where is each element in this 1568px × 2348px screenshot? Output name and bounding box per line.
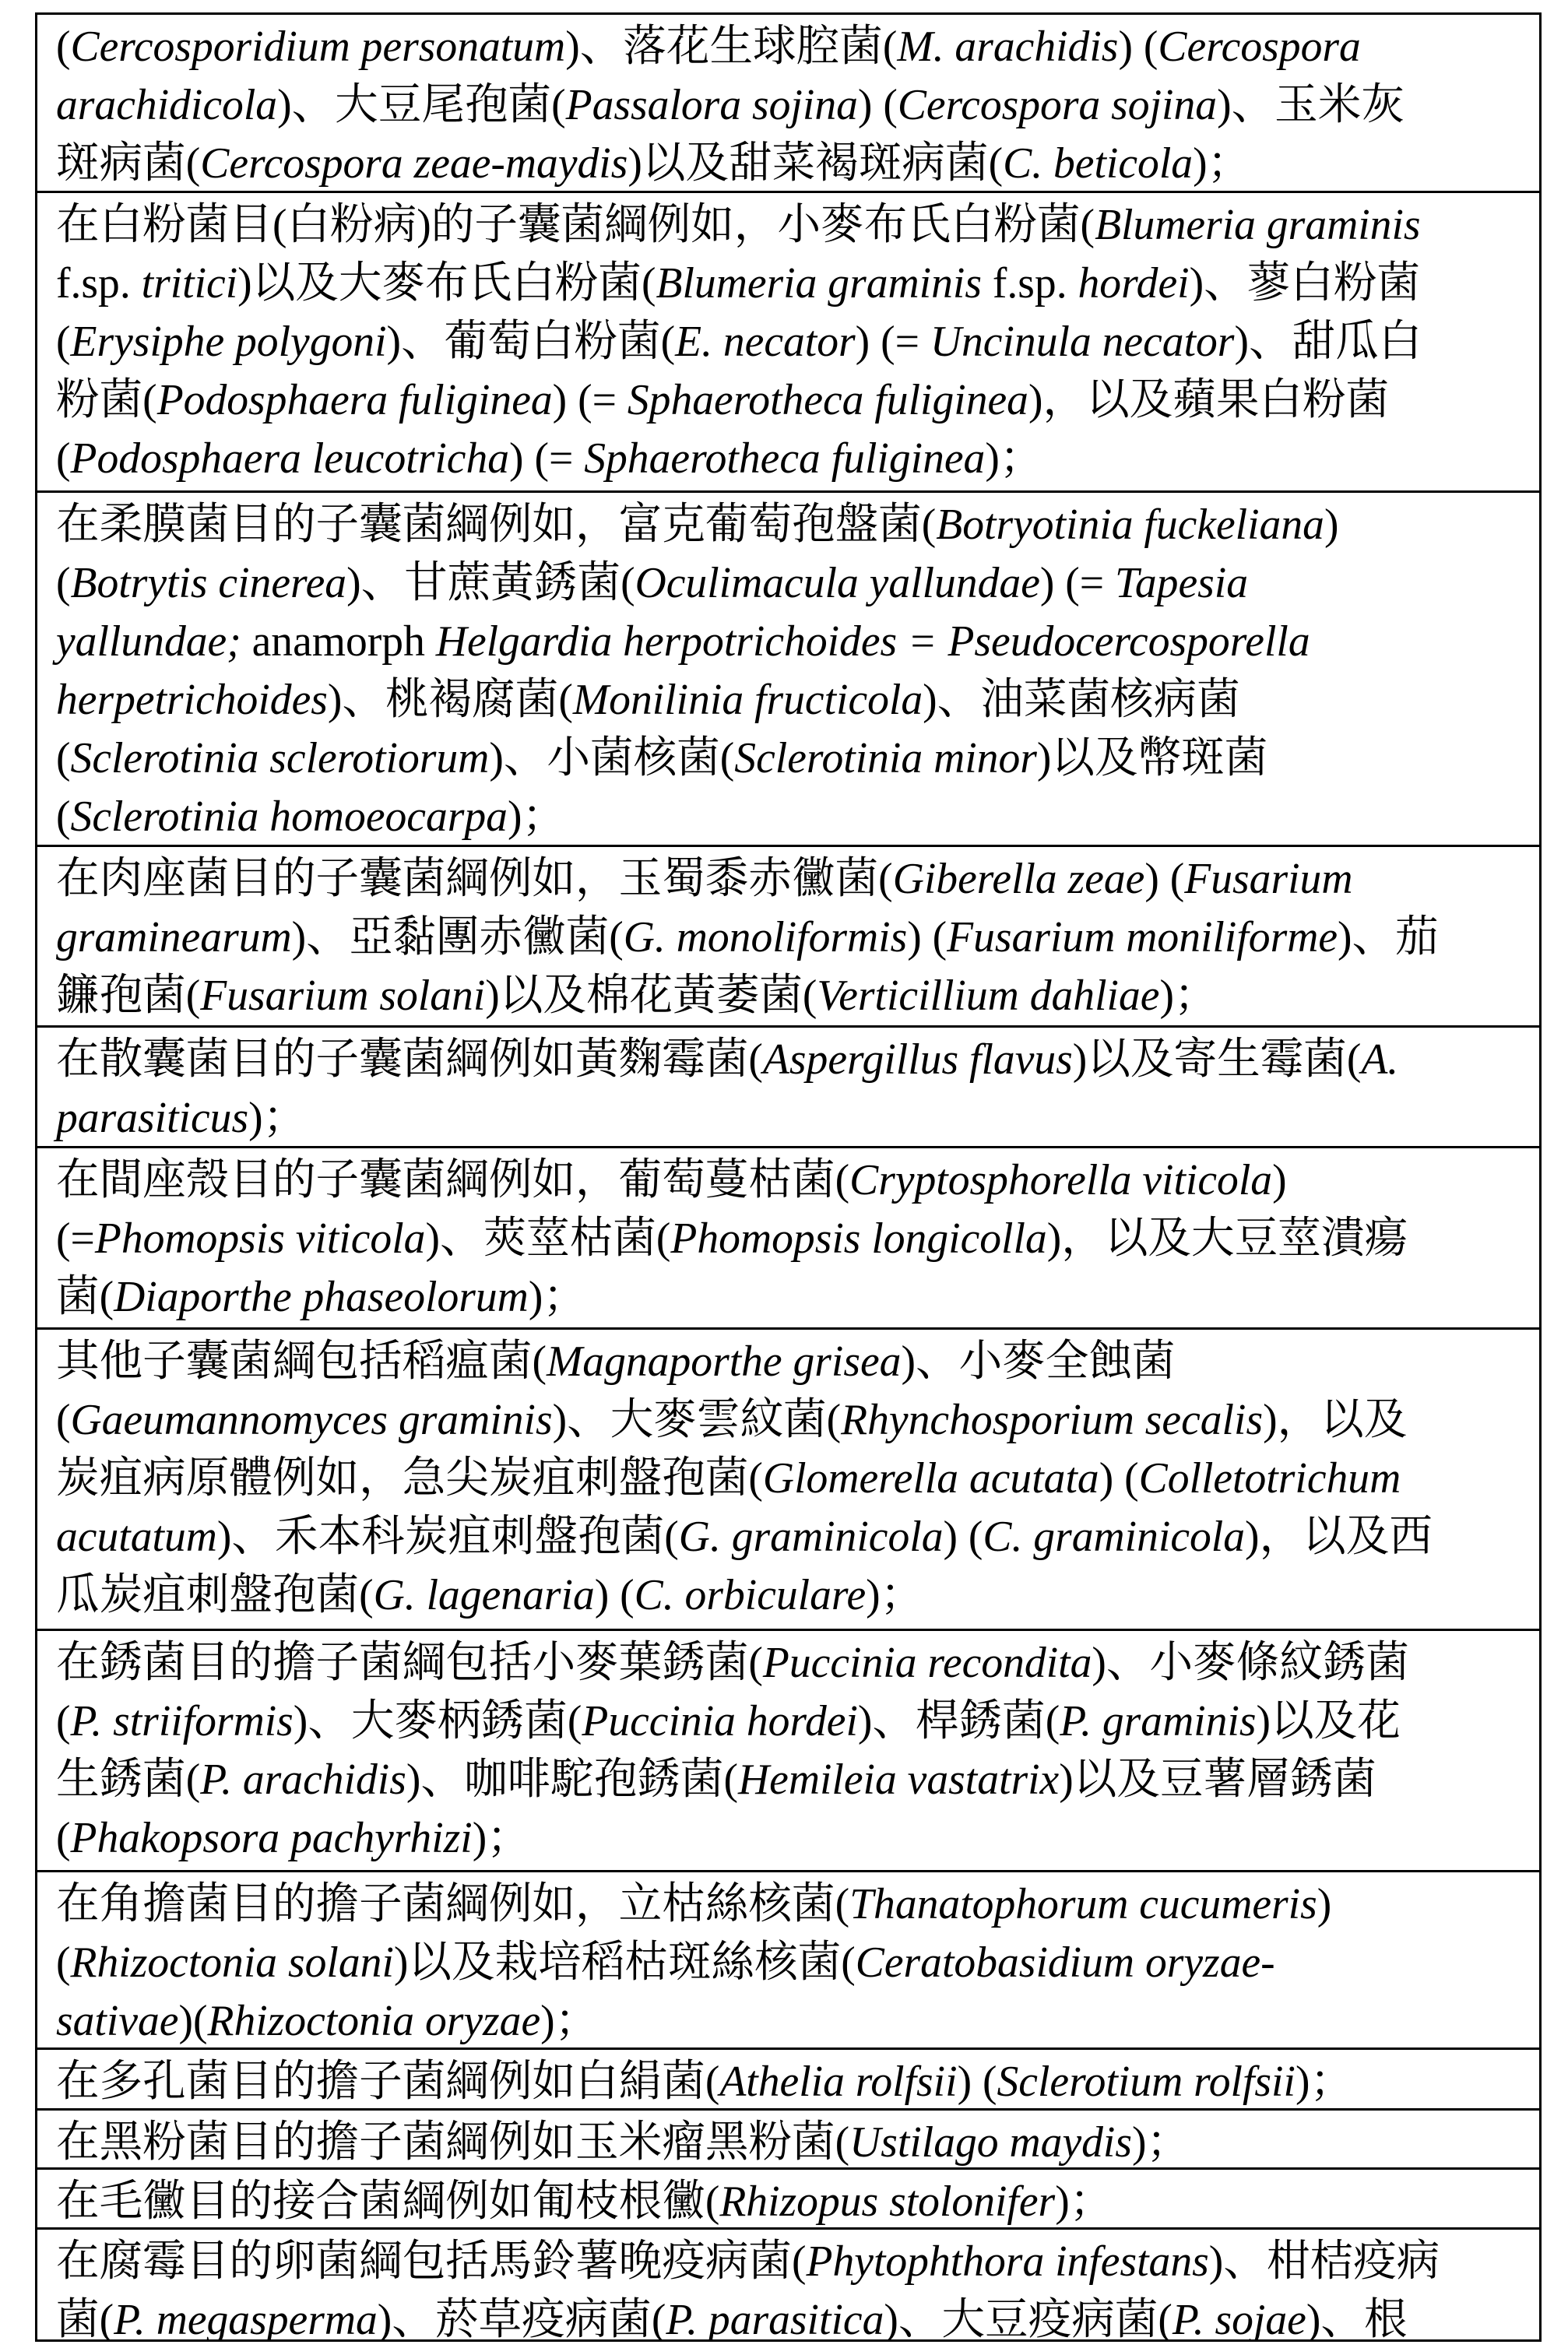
- text-segment: )；: [1159, 972, 1217, 1020]
- scientific-name: hordei: [1078, 259, 1190, 308]
- text-segment: )以及棉花黃萎菌(: [485, 972, 817, 1020]
- text-segment: 生銹菌(: [56, 1756, 200, 1804]
- table-row: [37, 2230, 1539, 2339]
- scientific-name: acutatum: [56, 1513, 217, 1561]
- scientific-name: arachidicola: [56, 81, 277, 129]
- text-segment: )、柑桔疫病: [1209, 2237, 1440, 2286]
- text-segment: )、葡萄白粉菌(: [387, 318, 676, 366]
- text-segment: )(: [178, 1997, 207, 2045]
- scientific-name: C. beticola: [1003, 139, 1193, 188]
- scientific-name: P. megasperma: [114, 2296, 378, 2339]
- text-segment: )；: [1193, 139, 1250, 188]
- scientific-name: P. striiformis: [71, 1697, 294, 1745]
- scientific-name: G. lagenaria: [374, 1571, 595, 1619]
- text-line: [56, 255, 1528, 313]
- scientific-name: Cryptosphorella viticola: [849, 1156, 1272, 1204]
- scientific-name: Fusarium solani: [200, 972, 485, 1020]
- scientific-name: Gaeumannomyces graminis: [71, 1396, 553, 1444]
- text-segment: 在角擔菌目的擔子菌綱例如，立枯絲核菌(: [56, 1880, 849, 1928]
- text-line: [56, 1634, 1528, 1692]
- text-line: [56, 788, 1528, 846]
- scientific-name: Athelia rolfsii: [719, 2058, 957, 2106]
- text-segment: (: [56, 559, 71, 607]
- text-segment: 在多孔菌目的擔子菌綱例如白絹菌(: [56, 2058, 719, 2106]
- text-line: [56, 313, 1528, 371]
- scientific-name: Podosphaera leucotricha: [71, 434, 510, 483]
- scientific-name: Podosphaera fuliginea: [157, 376, 553, 424]
- text-line: [56, 496, 1528, 554]
- text-segment: 菌(: [56, 2296, 114, 2339]
- text-segment: )、根: [1306, 2296, 1408, 2339]
- scientific-name: G. monoliformis: [624, 913, 907, 961]
- text-segment: ) (=: [1040, 559, 1115, 607]
- text-segment: )，以及蘋果白粉菌: [1028, 376, 1389, 424]
- table-row: [37, 847, 1539, 1028]
- scientific-name: Sclerotinia sclerotiorum: [71, 734, 490, 782]
- text-segment: )；: [1132, 2118, 1190, 2167]
- text-line: [56, 1751, 1528, 1809]
- text-segment: 菌(: [56, 1273, 114, 1321]
- text-segment: )；: [248, 1094, 306, 1142]
- scientific-name: graminearum: [56, 913, 292, 961]
- text-segment: )以及大麥布氏白粉菌(: [237, 259, 656, 308]
- text-line: [56, 613, 1528, 671]
- table-row: [37, 1148, 1539, 1330]
- text-segment: )、亞黏團赤黴菌(: [292, 913, 624, 961]
- text-segment: )；: [985, 434, 1042, 483]
- text-segment: 在銹菌目的擔子菌綱包括小麥葉銹菌(: [56, 1639, 763, 1687]
- table-row: [37, 1330, 1539, 1631]
- scientific-name: Cercospora sojina: [898, 81, 1217, 129]
- table-row: [37, 2170, 1539, 2230]
- text-segment: )；: [529, 1273, 586, 1321]
- text-segment: 炭疽病原體例如，急尖炭疽刺盤孢菌(: [56, 1454, 763, 1503]
- text-segment: )、大麥柄銹菌(: [294, 1697, 582, 1745]
- text-segment: )，以及大豆莖潰瘍: [1047, 1214, 1408, 1263]
- text-line: [56, 2291, 1528, 2339]
- text-line: [56, 850, 1528, 909]
- text-segment: )；: [473, 1814, 530, 1862]
- text-segment: )；: [540, 1997, 598, 2045]
- scientific-name: Cercospora zeae-maydis: [200, 139, 628, 188]
- scientific-name: parasiticus: [56, 1094, 248, 1142]
- scientific-name: Diaporthe phaseolorum: [114, 1273, 529, 1321]
- table-row: [37, 2050, 1539, 2111]
- text-line: [56, 371, 1528, 430]
- text-segment: anamorph: [241, 617, 436, 666]
- text-segment: ) (: [595, 1571, 635, 1619]
- text-line: [56, 1210, 1528, 1268]
- text-segment: )、大豆疫病菌(: [884, 2296, 1172, 2339]
- text-segment: )、落花生球腔菌(: [565, 23, 897, 71]
- text-segment: )；: [1296, 2058, 1353, 2106]
- scientific-name: Monilinia fructicola: [573, 676, 923, 724]
- text-segment: f.sp.: [982, 259, 1078, 308]
- text-segment: )、咖啡駝孢銹菌(: [406, 1756, 738, 1804]
- text-segment: )、菸草疫病菌(: [378, 2296, 666, 2339]
- text-line: [56, 1031, 1528, 1089]
- text-segment: ) (: [944, 1513, 983, 1561]
- text-segment: (: [56, 1697, 71, 1745]
- text-line: [56, 2053, 1528, 2111]
- text-segment: )、甜瓜白: [1234, 318, 1422, 366]
- scientific-name: A.: [1361, 1035, 1398, 1084]
- scientific-name: Sphaerotheca fuliginea: [584, 434, 985, 483]
- text-segment: ) (: [907, 913, 947, 961]
- text-line: [56, 1992, 1528, 2050]
- text-segment: )，以及: [1263, 1396, 1407, 1444]
- text-segment: ): [1317, 1880, 1332, 1928]
- text-segment: (: [56, 1939, 71, 1987]
- text-segment: 在腐霉目的卵菌綱包括馬鈴薯晚疫病菌(: [56, 2237, 807, 2286]
- scientific-name: G. graminicola: [679, 1513, 944, 1561]
- scientific-name: Passalora sojina: [566, 81, 858, 129]
- text-segment: (: [56, 793, 71, 841]
- text-segment: 瓜炭疽刺盤孢菌(: [56, 1571, 374, 1619]
- text-segment: (: [56, 434, 71, 483]
- text-line: [56, 671, 1528, 729]
- text-segment: )、甘蔗黃銹菌(: [346, 559, 635, 607]
- text-segment: 在黑粉菌目的擔子菌綱例如玉米瘤黑粉菌(: [56, 2118, 849, 2167]
- text-segment: ) (: [858, 81, 898, 129]
- text-segment: 粉菌(: [56, 376, 157, 424]
- text-segment: (=: [56, 1214, 95, 1263]
- scientific-name: Cercospora: [1158, 23, 1360, 71]
- text-line: [56, 967, 1528, 1025]
- text-segment: 在白粉菌目(白粉病)的子囊菌綱例如，小麥布氏白粉菌(: [56, 201, 1095, 249]
- text-segment: ): [1272, 1156, 1287, 1204]
- text-segment: )以及豆薯層銹菌: [1059, 1756, 1376, 1804]
- text-segment: )；: [508, 793, 565, 841]
- text-segment: 斑病菌(: [56, 139, 200, 188]
- scientific-name: Botrytis cinerea: [71, 559, 347, 607]
- text-line: [56, 1268, 1528, 1327]
- scientific-name: Colletotrichum: [1139, 1454, 1401, 1503]
- text-line: [56, 18, 1528, 76]
- scientific-name: Rhynchosporium secalis: [841, 1396, 1263, 1444]
- text-segment: ): [1324, 501, 1339, 549]
- text-line: [56, 76, 1528, 135]
- scientific-name: P. graminis: [1060, 1697, 1256, 1745]
- text-line: [56, 1566, 1528, 1625]
- table-row: [37, 493, 1539, 847]
- scientific-name: Thanatophorum cucumeris: [849, 1880, 1317, 1928]
- scientific-name: Phomopsis longicolla: [670, 1214, 1046, 1263]
- text-segment: )；: [866, 1571, 923, 1619]
- text-segment: )以及幣斑菌: [1037, 734, 1267, 782]
- text-segment: 在散囊菌目的子囊菌綱例如黃麴霉菌(: [56, 1035, 763, 1084]
- table-row: [37, 2111, 1539, 2170]
- text-line: [56, 1508, 1528, 1566]
- text-line: [56, 1934, 1528, 1992]
- scientific-name: Fusarium moniliforme: [947, 913, 1338, 961]
- text-line: [56, 1333, 1528, 1391]
- scientific-name: Sclerotinia minor: [734, 734, 1037, 782]
- text-segment: )以及花: [1257, 1697, 1401, 1745]
- text-segment: ) (: [958, 2058, 997, 2106]
- scientific-name: M. arachidis: [897, 23, 1118, 71]
- text-segment: )、油菜菌核病菌: [923, 676, 1240, 724]
- scientific-name: Glomerella acutata: [763, 1454, 1099, 1503]
- scientific-name: E. necator: [675, 318, 856, 366]
- scientific-name: Ustilago maydis: [849, 2118, 1132, 2167]
- text-line: [56, 2233, 1528, 2291]
- table-row: [37, 1872, 1539, 2050]
- text-segment: ) (=: [856, 318, 930, 366]
- text-segment: )以及栽培稻枯斑絲核菌(: [394, 1939, 856, 1987]
- scientific-name: Helgardia herpotrichoides = Pseudocercosporella: [436, 617, 1310, 666]
- scientific-name: Cercosporidium personatum: [71, 23, 566, 71]
- text-segment: (: [56, 1396, 71, 1444]
- text-segment: f.sp.: [56, 259, 142, 308]
- scientific-name: Ceratobasidium oryzae-: [856, 1939, 1275, 1987]
- scientific-name: Giberella zeae: [893, 855, 1145, 903]
- text-segment: )、桿銹菌(: [858, 1697, 1060, 1745]
- scientific-name: Puccinia hordei: [582, 1697, 858, 1745]
- scientific-name: Sclerotinia homoeocarpa: [71, 793, 508, 841]
- text-segment: )、小麥條紋銹菌: [1092, 1639, 1409, 1687]
- scientific-name: Botryotinia fuckeliana: [936, 501, 1324, 549]
- text-segment: (: [56, 734, 71, 782]
- table-row: [37, 15, 1539, 193]
- scientific-name: Blumeria graminis: [656, 259, 981, 308]
- scientific-name: Phytophthora infestans: [807, 2237, 1209, 2286]
- text-segment: ) (=: [509, 434, 584, 483]
- text-segment: ) (=: [553, 376, 628, 424]
- scientific-name: Sclerotium rolfsii: [997, 2058, 1295, 2106]
- text-segment: )、大豆尾孢菌(: [277, 81, 566, 129]
- text-line: [56, 2173, 1528, 2230]
- text-line: [56, 1875, 1528, 1934]
- text-line: [56, 430, 1528, 488]
- scientific-name: Rhizoctonia oryzae: [207, 1997, 540, 2045]
- text-line: [56, 1450, 1528, 1508]
- text-segment: )以及寄生霉菌(: [1073, 1035, 1362, 1084]
- text-line: [56, 1391, 1528, 1450]
- scientific-name: Magnaporthe grisea: [547, 1337, 901, 1386]
- text-segment: 其他子囊菌綱包括稻瘟菌(: [56, 1337, 547, 1386]
- text-segment: )、小麥全蝕菌: [901, 1337, 1175, 1386]
- text-line: [56, 554, 1528, 613]
- text-line: [56, 135, 1528, 193]
- text-segment: ) (: [1099, 1454, 1139, 1503]
- text-segment: )、小菌核菌(: [489, 734, 734, 782]
- scientific-name: Sphaerotheca fuliginea: [628, 376, 1028, 424]
- scientific-name: Phomopsis viticola: [95, 1214, 426, 1263]
- text-segment: )、莢莖枯菌(: [425, 1214, 670, 1263]
- text-segment: )、玉米灰: [1217, 81, 1405, 129]
- scientific-name: yallundae;: [56, 617, 241, 666]
- pathogen-table: [35, 12, 1542, 2342]
- text-line: [56, 729, 1528, 788]
- scientific-name: Rhizoctonia solani: [71, 1939, 394, 1987]
- scientific-name: Fusarium: [1184, 855, 1352, 903]
- scientific-name: C. orbiculare: [635, 1571, 866, 1619]
- text-segment: 在肉座菌目的子囊菌綱例如，玉蜀黍赤黴菌(: [56, 855, 893, 903]
- scientific-name: tritici: [142, 259, 238, 308]
- scientific-name: Hemileia vastatrix: [738, 1756, 1059, 1804]
- text-segment: 在間座殼目的子囊菌綱例如，葡萄蔓枯菌(: [56, 1156, 849, 1204]
- text-line: [56, 1151, 1528, 1210]
- scientific-name: Puccinia recondita: [763, 1639, 1092, 1687]
- text-segment: )以及甜菜褐斑病菌(: [628, 139, 1003, 188]
- text-line: [56, 196, 1528, 255]
- text-segment: )、桃褐腐菌(: [328, 676, 573, 724]
- scientific-name: Aspergillus flavus: [763, 1035, 1073, 1084]
- text-segment: ) (: [1144, 855, 1184, 903]
- scientific-name: Verticillium dahliae: [817, 972, 1159, 1020]
- text-segment: )；: [1055, 2178, 1113, 2226]
- text-line: [56, 1809, 1528, 1868]
- scientific-name: Erysiphe polygoni: [71, 318, 387, 366]
- text-segment: )、禾本科炭疽刺盤孢菌(: [217, 1513, 679, 1561]
- text-segment: )，以及西: [1245, 1513, 1433, 1561]
- text-segment: )、茄: [1338, 913, 1439, 961]
- text-segment: 在柔膜菌目的子囊菌綱例如，富克葡萄孢盤菌(: [56, 501, 936, 549]
- scientific-name: herpetrichoides: [56, 676, 328, 724]
- table-row: [37, 1028, 1539, 1148]
- scientific-name: Rhizopus stolonifer: [719, 2178, 1055, 2226]
- text-segment: 鐮孢菌(: [56, 972, 200, 1020]
- table-row: [37, 1631, 1539, 1872]
- text-segment: (: [56, 23, 71, 71]
- text-line: [56, 1089, 1528, 1148]
- scientific-name: P. parasitica: [666, 2296, 884, 2339]
- text-line: [56, 1692, 1528, 1751]
- table-row: [37, 193, 1539, 493]
- scientific-name: Oculimacula yallundae: [635, 559, 1040, 607]
- text-segment: )、大麥雲紋菌(: [553, 1396, 842, 1444]
- text-segment: (: [56, 318, 71, 366]
- text-segment: ) (: [1118, 23, 1158, 71]
- scientific-name: sativae: [56, 1997, 178, 2045]
- scientific-name: P. sojae: [1172, 2296, 1306, 2339]
- text-line: [56, 2114, 1528, 2170]
- scientific-name: P. arachidis: [200, 1756, 406, 1804]
- scientific-name: C. graminicola: [983, 1513, 1245, 1561]
- scientific-name: Uncinula necator: [930, 318, 1235, 366]
- text-line: [56, 909, 1528, 967]
- text-segment: )、蓼白粉菌: [1190, 259, 1420, 308]
- scientific-name: Phakopsora pachyrhizi: [71, 1814, 473, 1862]
- scientific-name: Tapesia: [1115, 559, 1248, 607]
- text-segment: (: [56, 1814, 71, 1862]
- scientific-name: Blumeria graminis: [1095, 201, 1420, 249]
- text-segment: 在毛黴目的接合菌綱例如匍枝根黴(: [56, 2178, 719, 2226]
